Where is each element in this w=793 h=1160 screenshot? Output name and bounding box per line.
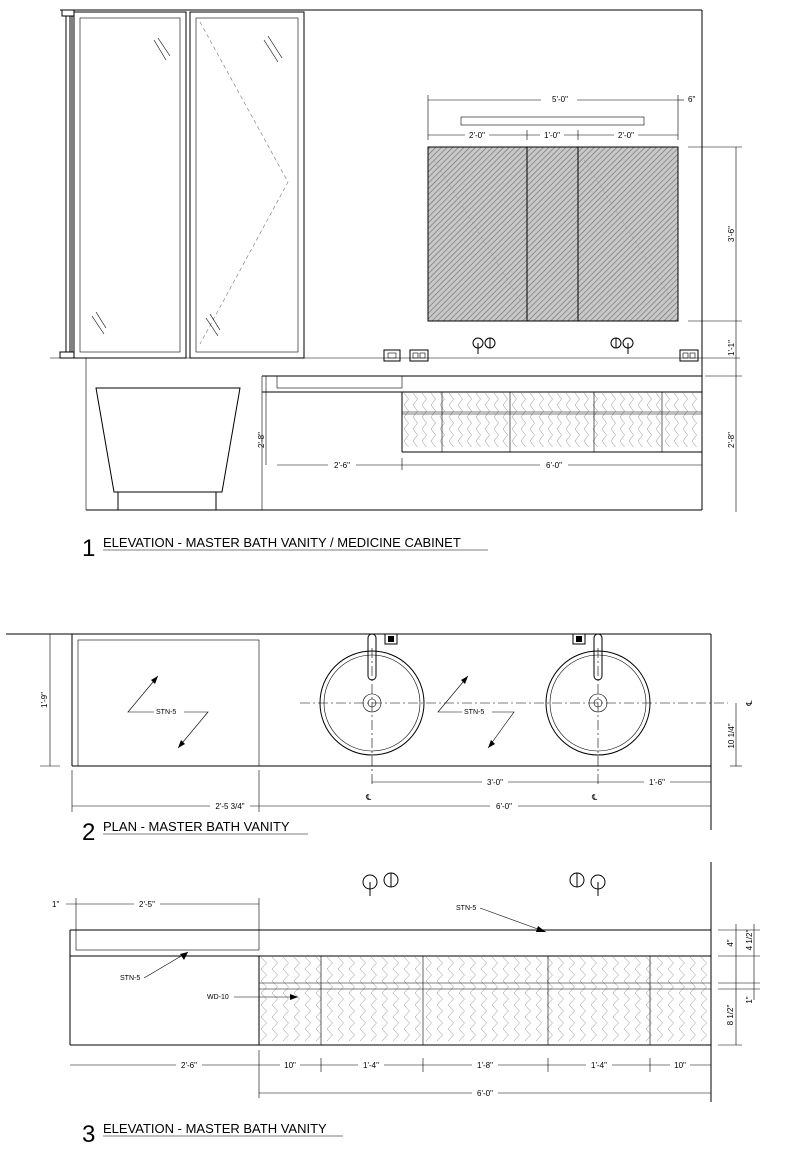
- column: [60, 10, 74, 358]
- stone-label-top: STN-5: [456, 905, 477, 912]
- stone-label-left: STN-5: [120, 975, 141, 982]
- dim-sink-offset: 10 1/4": [727, 723, 736, 749]
- elevation-1: [50, 10, 742, 562]
- faucet-3-right: [570, 873, 605, 896]
- dim-drawer-gap: 1": [745, 996, 754, 1004]
- stone-label-left: STN-5: [156, 709, 177, 716]
- stone-note-left: [128, 676, 208, 748]
- centerline-mark: ℄: [745, 700, 754, 706]
- view-number: 1: [82, 535, 96, 562]
- dim-overall-top: 5'-0": [552, 95, 568, 104]
- shower-glass-door: [190, 12, 304, 358]
- dim-seg3: 1'-8": [477, 1061, 493, 1070]
- view-title-1: [82, 535, 488, 562]
- vanity-drawers-3: [70, 956, 711, 1045]
- shower-glass-fixed: [74, 12, 186, 358]
- dim-upper-width: 2'-5": [139, 900, 155, 909]
- dim-seg2: 1'-4": [363, 1061, 379, 1070]
- dim-seg4: 1'-4": [591, 1061, 607, 1070]
- dim-vanity-left-width: 2'-6": [334, 461, 350, 470]
- view-title: ELEVATION - MASTER BATH VANITY / MEDICINE CABINET: [103, 535, 461, 550]
- dim-seg5: 10": [674, 1061, 686, 1070]
- elevation-3: [52, 862, 760, 1148]
- plan-2: [6, 634, 754, 846]
- dim-cab-left: 2'-0": [469, 131, 485, 140]
- dim-top-thick: 4": [726, 939, 735, 947]
- dim-depth: 1'-9": [40, 692, 49, 708]
- cl-right: ℄: [592, 793, 598, 802]
- medicine-cabinet: [428, 117, 678, 321]
- view-number: 2: [82, 819, 96, 846]
- vanity-elevation-1: [262, 376, 702, 510]
- dims-plan-2: [40, 634, 754, 812]
- outlet-switch-left: [384, 350, 428, 361]
- faucet-3-left: [363, 873, 398, 896]
- wood-label: WD-10: [207, 994, 229, 1001]
- view-number: 3: [82, 1121, 96, 1148]
- dim-cab-height: 3'-6": [727, 226, 736, 242]
- dim-seg1: 10": [284, 1061, 296, 1070]
- bathtub: [96, 388, 240, 510]
- dim-sink-spacing: 3'-0": [487, 778, 503, 787]
- dim-left-edge: 1": [52, 900, 60, 909]
- dim-top-total: 4 1/2": [745, 929, 754, 951]
- dim-cab-mid: 1'-0": [544, 131, 560, 140]
- dim-left-width: 2'-5 3/4": [215, 802, 245, 811]
- dim-overall: 6'-0": [477, 1089, 493, 1098]
- dim-vanity-height-left: 2'-8": [257, 432, 266, 448]
- stone-note-mid: [438, 676, 514, 748]
- notes-3: [120, 905, 546, 1001]
- view-title: PLAN - MASTER BATH VANITY: [103, 819, 290, 834]
- dims-elevation-3: [52, 898, 760, 1098]
- dim-cab-right: 2'-0": [618, 131, 634, 140]
- dim-drawer-height: 8 1/2": [726, 1004, 735, 1026]
- dim-vanity-right-width: 6'-0": [546, 461, 562, 470]
- dim-sink-end: 1'-6": [649, 778, 665, 787]
- dim-right-offset: 6": [688, 95, 696, 104]
- view-title-3: [82, 1121, 343, 1148]
- view-title: ELEVATION - MASTER BATH VANITY: [103, 1121, 327, 1136]
- dim-right-width: 6'-0": [496, 802, 512, 811]
- stone-label-mid: STN-5: [464, 709, 485, 716]
- dim-left-width: 2'-6": [181, 1061, 197, 1070]
- dim-vanity-height-right: 2'-8": [727, 432, 736, 448]
- faucet-left: [473, 338, 495, 354]
- dim-gap-height: 1'-1": [727, 340, 736, 356]
- view-title-2: [82, 819, 308, 846]
- faucet-right: [611, 338, 633, 354]
- outlet-right: [680, 350, 698, 361]
- cl-left: ℄: [366, 793, 372, 802]
